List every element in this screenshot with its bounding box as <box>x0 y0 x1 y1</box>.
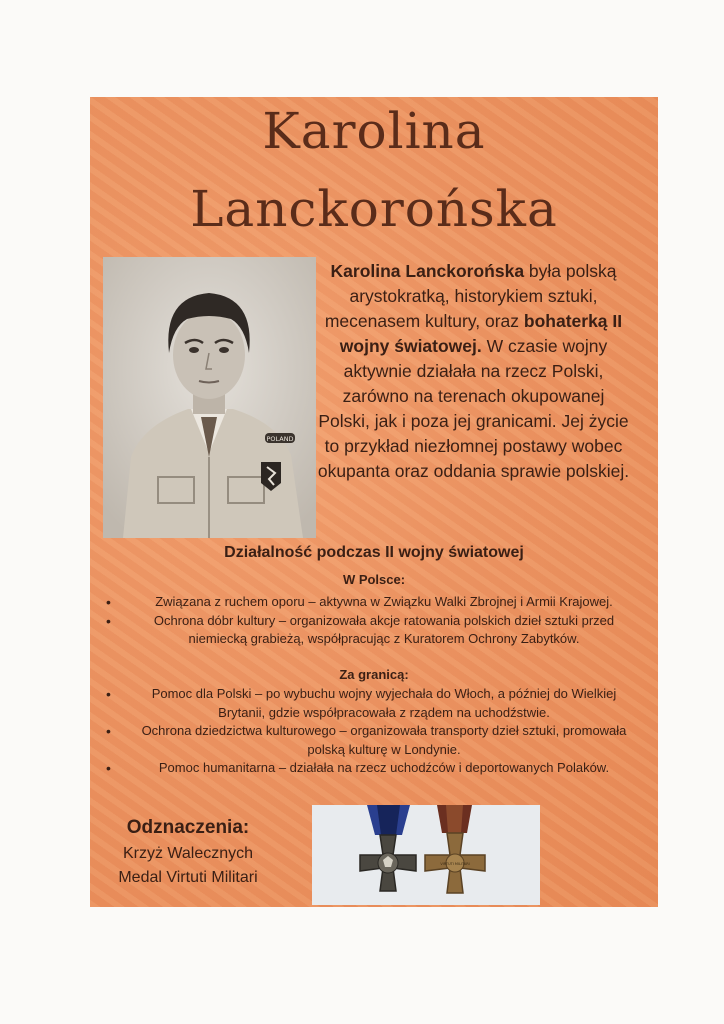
title-last-name: Lanckorońska <box>190 180 558 238</box>
poland-heading: W Polsce: <box>342 572 406 587</box>
medal-inscription: VIRTUTI MILITARI <box>440 862 470 866</box>
abroad-heading: Za granicą: <box>339 667 409 682</box>
list-item: • Pomoc dla Polski – po wybuchu wojny wyjechała do Włoch, a później do Wielkiej Brytanii, gdzie współpracowała z rządem na uchodźstwie. <box>106 685 646 722</box>
poland-badge-text: POLAND <box>266 435 294 443</box>
intro-text-1: była polską arystokratką, historykiem sztuki, mecenasem kultury, oraz <box>324 261 617 331</box>
award-cross-of-valour: Krzyż Walecznych <box>122 845 254 862</box>
list-item: • Ochrona dóbr kultury – organizowała akcje ratowania polskich dzieł sztuki przed niemiecką grabieżą, współpracując z Kuratorem Ochrony Zabytków. <box>106 612 646 649</box>
intro-paragraph <box>316 259 631 484</box>
list-item: • Ochrona dziedzictwa kulturowego – organizowała transporty dzieł sztuki, promowała polską kulturę w Londynie. <box>106 722 646 759</box>
list-item: • Pomoc humanitarna – działała na rzecz uchodźców i deportowanych Polaków. <box>106 759 646 778</box>
abroad-list <box>106 685 646 778</box>
award-virtuti-militari: Medal Virtuti Militari <box>118 869 258 886</box>
poland-list <box>106 593 646 649</box>
intro-text-2: W czasie wojny aktywnie działała na rzecz Polski, zarówno na terenach okupowanej Polski, jak i poza jej granicami. Jej życie to przykład niezłomnej postawy wobec okupanta oraz oddania sprawie polskiej. <box>317 336 630 481</box>
intro-name: Karolina Lanckorońska <box>330 261 525 281</box>
portrait-photo <box>103 257 316 538</box>
title-first-name: Karolina <box>262 102 486 160</box>
medals-photo <box>312 805 540 905</box>
poster <box>90 97 658 907</box>
awards-heading: Odznaczenia: <box>126 817 250 838</box>
activity-heading: Działalność podczas II wojny światowej <box>224 544 524 561</box>
list-item: • Związana z ruchem oporu – aktywna w Związku Walki Zbrojnej i Armii Krajowej. <box>106 593 646 612</box>
intro-bold-2: bohaterką II wojny światowej. <box>339 311 623 356</box>
